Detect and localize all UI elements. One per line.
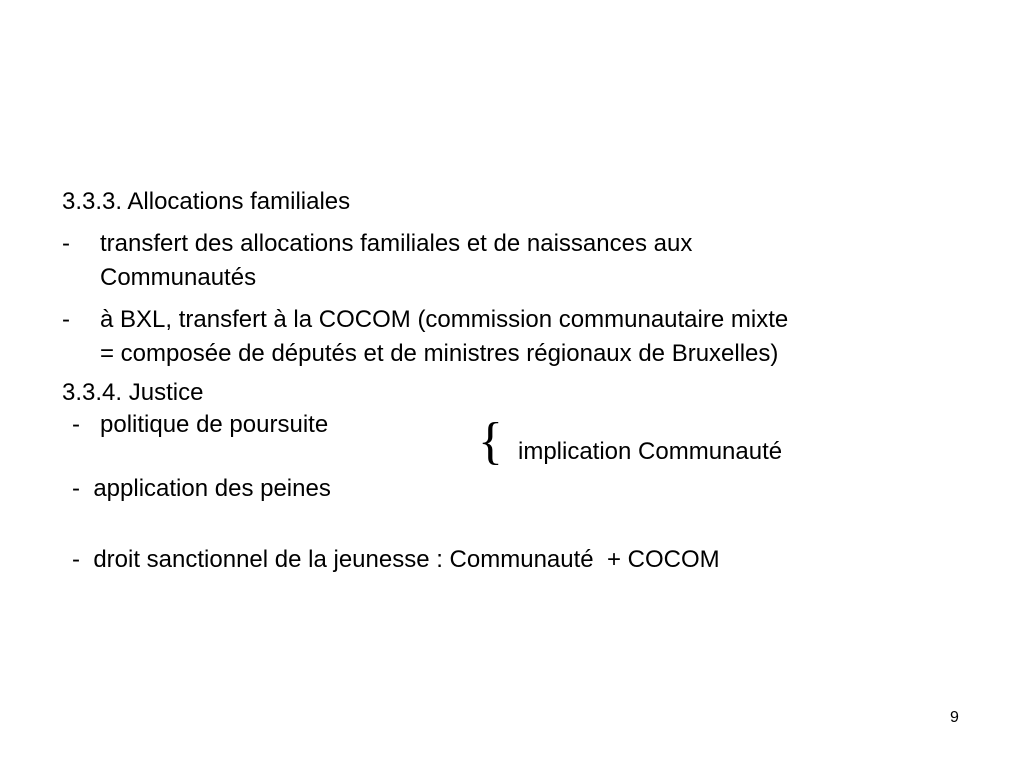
bullet-text-cocom-line2: = composée de députés et de ministres régionaux de Bruxelles) [100, 340, 779, 367]
page-number: 9 [950, 709, 959, 726]
brace-label-implication: implication Communauté [518, 438, 783, 465]
bullet-dash: - [62, 230, 70, 257]
justice-item-peines: - application des peines [72, 475, 331, 502]
bullet-text-cocom-line1: à BXL, transfert à la COCOM (commission communautaire mixte [100, 306, 789, 333]
curly-brace: { [478, 413, 503, 470]
bullet-dash: - [62, 306, 70, 333]
justice-item-jeunesse: - droit sanctionnel de la jeunesse : Communauté + COCOM [72, 546, 720, 573]
bullet-text-transfer-line1: transfert des allocations familiales et de naissances aux [100, 230, 693, 257]
bullet-text-transfer-line2: Communautés [100, 264, 257, 291]
justice-item-poursuite: - politique de poursuite [72, 411, 329, 438]
section-heading-justice: 3.3.4. Justice [62, 379, 204, 406]
section-heading-allocations: 3.3.3. Allocations familiales [62, 188, 351, 215]
